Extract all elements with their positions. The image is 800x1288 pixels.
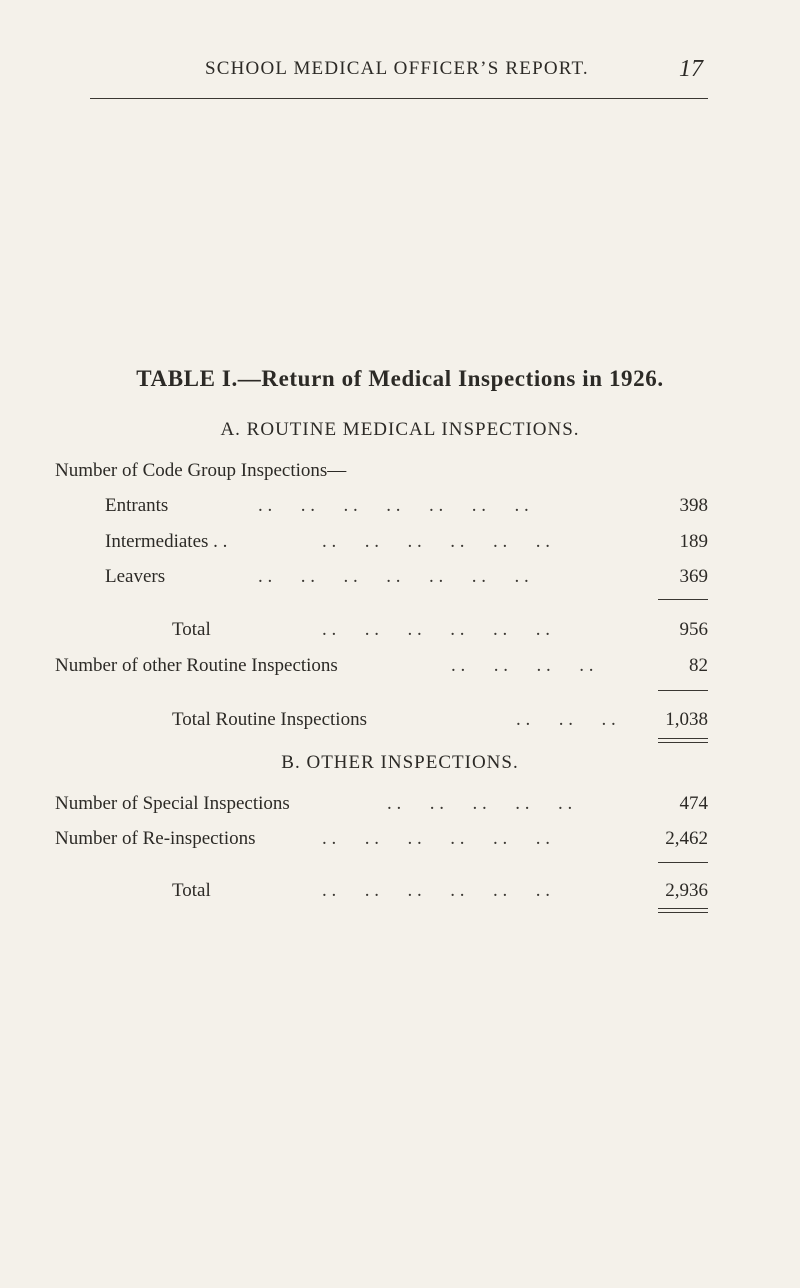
- leader-dots: . . . . . . . . . . . .: [322, 880, 550, 901]
- header-rule: [90, 98, 708, 99]
- leader-dots: . . . . . . . .: [451, 655, 594, 676]
- section-b-heading: B. OTHER INSPECTIONS.: [281, 752, 519, 773]
- leader-dots: . . . . . . . . . . . . . .: [258, 495, 529, 516]
- row-label-leavers: Leavers: [105, 566, 166, 587]
- leader-dots: . . . . . . . . . .: [387, 793, 573, 814]
- leader-dots: . . . . . .: [516, 709, 616, 730]
- row-value-entrants: 398: [679, 495, 708, 516]
- double-rule: [658, 738, 708, 743]
- sum-rule: [658, 599, 708, 600]
- section-b-total-label: Total: [172, 880, 211, 901]
- other-routine-label: Number of other Routine Inspections: [55, 655, 338, 676]
- sum-rule: [658, 690, 708, 691]
- running-head: [0, 56, 800, 96]
- leader-dots: . . . . . . . . . . . . . .: [258, 566, 529, 587]
- table-title: TABLE I.—Return of Medical Inspections in 1926.: [136, 366, 664, 391]
- row-label-intermediates: Intermediates . .: [105, 531, 228, 552]
- running-title: SCHOOL MEDICAL OFFICER’S REPORT.: [205, 58, 589, 79]
- sum-rule: [658, 862, 708, 863]
- routine-total-value: 1,038: [665, 709, 708, 730]
- code-group-label: Number of Code Group Inspections—: [55, 460, 347, 481]
- double-rule: [658, 908, 708, 913]
- section-b-total-value: 2,936: [665, 880, 708, 901]
- special-inspections-label: Number of Special Inspections: [55, 793, 290, 814]
- total-label: Total: [172, 619, 211, 640]
- routine-total-label: Total Routine Inspections: [172, 709, 367, 730]
- row-value-leavers: 369: [679, 566, 708, 587]
- special-inspections-value: 474: [679, 793, 708, 814]
- row-value-intermediates: 189: [679, 531, 708, 552]
- re-inspections-value: 2,462: [665, 828, 708, 849]
- re-inspections-label: Number of Re-inspections: [55, 828, 256, 849]
- leader-dots: . . . . . . . . . . . .: [322, 531, 550, 552]
- page-number: 17: [679, 56, 703, 82]
- other-routine-value: 82: [689, 655, 708, 676]
- section-a-heading: A. ROUTINE MEDICAL INSPECTIONS.: [220, 419, 580, 440]
- total-value: 956: [679, 619, 708, 640]
- leader-dots: . . . . . . . . . . . .: [322, 828, 550, 849]
- row-label-entrants: Entrants: [105, 495, 169, 516]
- leader-dots: . . . . . . . . . . . .: [322, 619, 550, 640]
